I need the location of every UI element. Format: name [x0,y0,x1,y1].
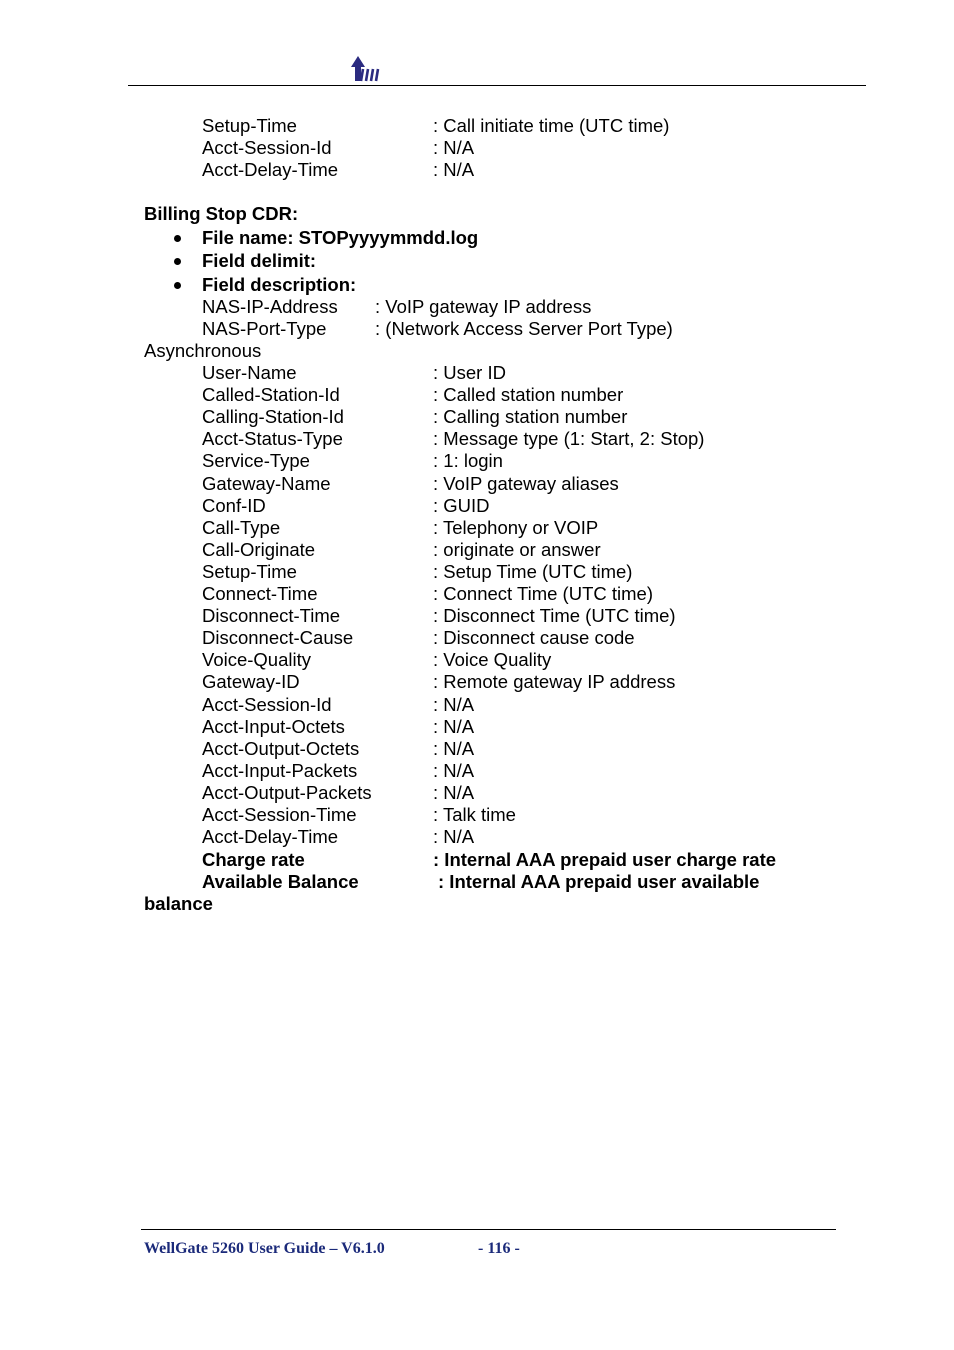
field-label: Acct-Output-Octets [202,738,360,759]
company-logo-icon [348,55,380,83]
field-value: : VoIP gateway IP address [375,296,592,317]
wrapped-text: balance [144,893,213,914]
bullet-icon [174,235,181,242]
field-label: Call-Originate [202,539,316,560]
field-label: Acct-Session-Id [202,137,332,158]
field-value: : Internal AAA prepaid user available [438,871,760,892]
field-value: : N/A [433,738,475,759]
field-label: Acct-Output-Packets [202,782,372,803]
field-value: : Connect Time (UTC time) [433,583,653,604]
field-value: : Telephony or VOIP [433,517,599,538]
field-value: : N/A [433,826,475,847]
bullet-item: Field delimit: [202,250,317,271]
field-value: : N/A [433,782,475,803]
footer-guide-title: WellGate 5260 User Guide – V6.1.0 [144,1240,385,1257]
field-label: Acct-Delay-Time [202,826,339,847]
field-label: User-Name [202,362,297,383]
field-value: : N/A [433,694,475,715]
bullet-icon [174,258,181,265]
bullet-icon [174,282,181,289]
field-label: Acct-Input-Octets [202,716,345,737]
field-value: : (Network Access Server Port Type) [375,318,673,339]
field-label: Called-Station-Id [202,384,340,405]
field-label: Available Balance [202,871,359,892]
field-value: : Internal AAA prepaid user charge rate [433,849,777,870]
field-label: Gateway-ID [202,671,300,692]
field-value: : Message type (1: Start, 2: Stop) [433,428,705,449]
field-label: Call-Type [202,517,281,538]
field-value: : Call initiate time (UTC time) [433,115,670,136]
field-label: Disconnect-Time [202,605,341,626]
field-label: Gateway-Name [202,473,331,494]
field-label: Calling-Station-Id [202,406,344,427]
field-label: Connect-Time [202,583,318,604]
field-value: : Setup Time (UTC time) [433,561,633,582]
field-value: : Voice Quality [433,649,552,670]
field-label: NAS-IP-Address [202,296,338,317]
field-value: : Disconnect cause code [433,627,635,648]
wrapped-text: Asynchronous [144,340,262,361]
field-value: : Calling station number [433,406,628,427]
field-label: Disconnect-Cause [202,627,354,648]
field-value: : GUID [433,495,490,516]
field-value: : User ID [433,362,506,383]
footer-rule [141,1229,836,1230]
field-value: : Talk time [433,804,516,825]
field-label: Acct-Status-Type [202,428,343,449]
field-value: : 1: login [433,450,503,471]
field-value: : N/A [433,716,475,737]
field-label: Conf-ID [202,495,266,516]
field-label: Acct-Session-Id [202,694,332,715]
field-label: Setup-Time [202,561,297,582]
section-heading: Billing Stop CDR: [144,203,299,224]
field-label: Acct-Session-Time [202,804,357,825]
field-value: : Called station number [433,384,624,405]
field-value: : originate or answer [433,539,601,560]
bullet-item: Field description: [202,274,357,295]
field-label: Acct-Input-Packets [202,760,358,781]
field-value: : N/A [433,137,475,158]
field-label: NAS-Port-Type [202,318,327,339]
bullet-item: File name: STOPyyyymmdd.log [202,227,479,248]
field-label: Charge rate [202,849,305,870]
field-label: Setup-Time [202,115,297,136]
field-value: : Remote gateway IP address [433,671,676,692]
field-value: : N/A [433,760,475,781]
field-value: : Disconnect Time (UTC time) [433,605,676,626]
field-value: : VoIP gateway aliases [433,473,619,494]
field-label: Acct-Delay-Time [202,159,339,180]
field-value: : N/A [433,159,475,180]
header-rule [128,85,866,86]
page-number: - 116 - [478,1240,520,1257]
field-label: Voice-Quality [202,649,311,670]
field-label: Service-Type [202,450,310,471]
